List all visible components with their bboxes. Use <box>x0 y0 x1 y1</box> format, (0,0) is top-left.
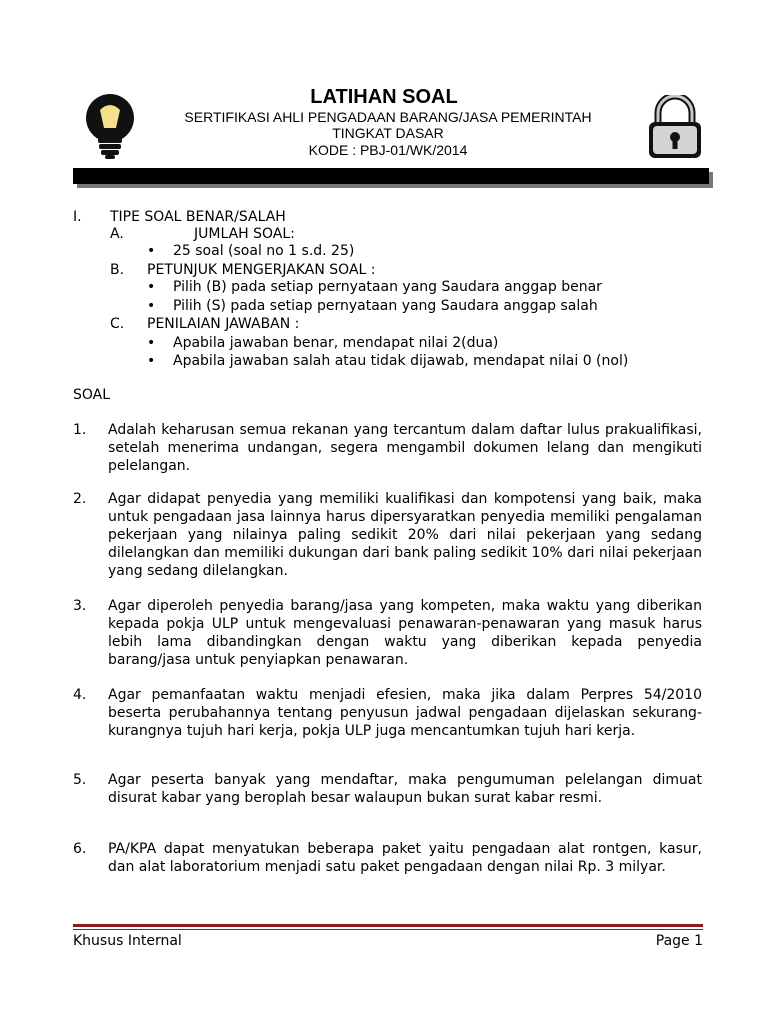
question-text: Agar diperoleh penyedia barang/jasa yang kompeten, maka waktu yang diberikan kepada pokja ULP untuk mengevaluasi penawaran-penawaran yang masuk harus lebih lama dibandingkan dengan waktu yang diberikan kepada penyedia barang/jasa untuk penyiapkan penawaran. <box>108 598 702 668</box>
question-number: 5. <box>73 772 87 788</box>
question-number: 3. <box>73 598 87 614</box>
subsection-a-label: A. <box>110 226 124 242</box>
header-bar <box>73 168 709 184</box>
page-title: LATIHAN SOAL <box>310 86 458 108</box>
question-text: PA/KPA dapat menyatukan beberapa paket yaitu pengadaan alat rontgen, kasur, dan alat laboratorium menjadi satu paket pengadaan dengan nilai Rp. 3 milyar. <box>108 841 702 875</box>
subsection-c-label: C. <box>110 316 125 332</box>
footer-rule <box>73 924 703 927</box>
bullet-icon: • <box>147 279 156 295</box>
footer-rule-thin <box>73 929 703 930</box>
subsection-c-title: PENILAIAN JAWABAN : <box>147 316 300 332</box>
question-text: Agar pemanfaatan waktu menjadi efesien, maka jika dalam Perpres 54/2010 beserta perubahannya tentang penyusun jadwal pengadaan dijelaskan sekurang-kurangnya tujuh hari kerja, pokja ULP juga mencantumkan tujuh hari kerja. <box>108 687 702 739</box>
bullet-icon: • <box>147 335 156 351</box>
subtitle-line-1: SERTIFIKASI AHLI PENGADAAN BARANG/JASA PEMERINTAH <box>184 109 592 125</box>
question-text: Agar peserta banyak yang mendaftar, maka pengumuman pelelangan dimuat disurat kabar yang beroplah besar walaupun bukan surat kabar resmi. <box>108 772 702 806</box>
soal-heading: SOAL <box>73 387 111 403</box>
question-number: 1. <box>73 422 87 438</box>
bullet-icon: • <box>147 243 156 259</box>
subsection-b-item-1: Pilih (B) pada setiap pernyataan yang Saudara anggap benar <box>173 279 602 295</box>
subsection-b-item-2: Pilih (S) pada setiap pernyataan yang Saudara anggap salah <box>173 298 598 314</box>
subsection-c-item-2: Apabila jawaban salah atau tidak dijawab, mendapat nilai 0 (nol) <box>173 353 629 369</box>
subsection-c-item-1: Apabila jawaban benar, mendapat nilai 2(dua) <box>173 335 499 351</box>
page-number: Page 1 <box>655 933 703 949</box>
question-text: Adalah keharusan semua rekanan yang tercantum dalam daftar lulus prakualifikasi, setelah menerima undangan, segera mengambil dokumen lelang dan mengikuti pelelangan. <box>108 422 702 474</box>
bullet-icon: • <box>147 353 156 369</box>
subtitle-line-2: TINGKAT DASAR <box>332 125 444 141</box>
subsection-a-item: 25 soal (soal no 1 s.d. 25) <box>173 243 355 259</box>
footer-left-text: Khusus Internal <box>73 933 182 949</box>
question-number: 2. <box>73 491 87 507</box>
bullet-icon: • <box>147 298 156 314</box>
subtitle-line-3: KODE : PBJ-01/WK/2014 <box>308 142 468 158</box>
subsection-b-label: B. <box>110 262 125 278</box>
subsection-a-title: JUMLAH SOAL: <box>194 226 295 242</box>
section-numeral: I. <box>73 209 82 225</box>
subsection-b-title: PETUNJUK MENGERJAKAN SOAL : <box>147 262 376 278</box>
section-heading: TIPE SOAL BENAR/SALAH <box>110 209 286 225</box>
question-text: Agar didapat penyedia yang memiliki kualifikasi dan kompotensi yang baik, maka untuk pengadaan jasa lainnya harus dipersyaratkan penyedia memiliki pengalaman pekerjaan yang nilainya paling sedikit 20% dari nilai pekerjaan yang sedang dilelangkan dan memiliki dukungan dari bank paling sedikit 10% dari nilai pekerjaan yang sedang dilelangkan. <box>108 491 702 579</box>
question-number: 4. <box>73 687 87 703</box>
question-number: 6. <box>73 841 87 857</box>
